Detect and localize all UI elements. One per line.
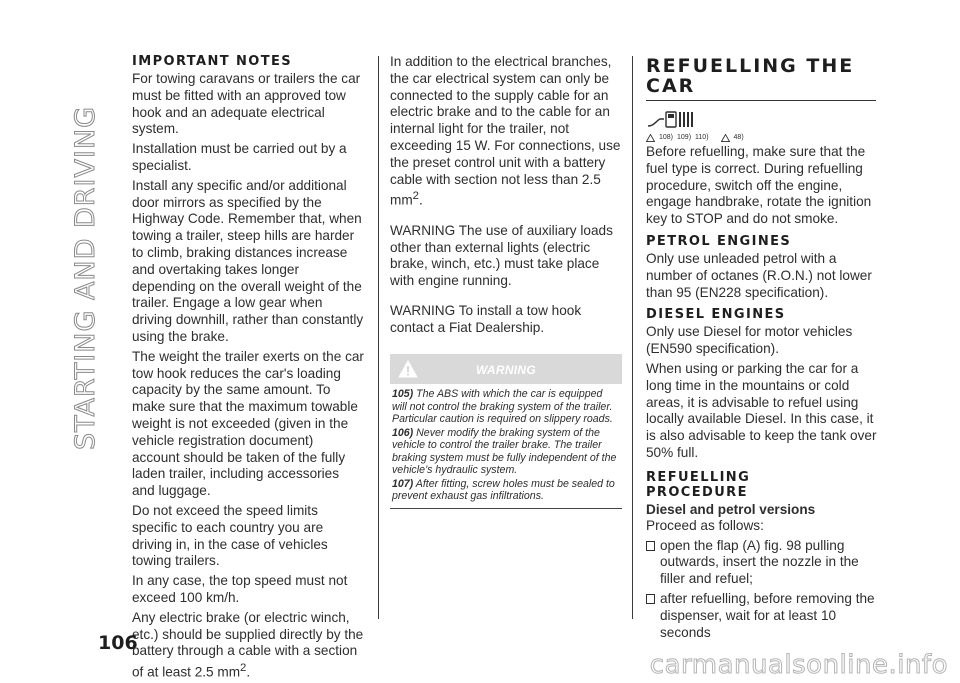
warning-item-number: 105)	[392, 388, 414, 401]
paragraph: The weight the trailer exerts on the car tow hook reduces the car's loading capacity by the same amount. To make sure that the maximum towable weight is not exceeded (given in the vehicle registration document) account should be taken of the fully laden trailer, including accessories and luggage.	[132, 348, 364, 499]
refuelling-intro: Before refuelling, make sure that the fuel type is correct. During refuelling procedure, switch off the engine, engage handbrake, rotate the ignition key to STOP and do not smoke.	[646, 144, 872, 227]
reference-number: 48)	[733, 134, 744, 141]
warning-auxiliary-loads: WARNING The use of auxiliary loads other than external lights (electric brake, winch, etc.) must take place with engine running.	[390, 222, 613, 289]
reference-number: 108)	[659, 134, 674, 141]
warning-item	[392, 427, 620, 477]
warning-item	[392, 478, 620, 503]
column-divider	[632, 56, 633, 619]
warning-item-text: The ABS with which the car is equipped will not control the braking system of the trailer. Particular caution is required on slippery roads.	[392, 388, 613, 426]
warning-tow-hook: WARNING To install a tow hook contact a Fiat Dealership.	[390, 302, 582, 335]
diesel-text: When using or parking the car for a long time in the mountains or cold areas, it is advisable to refuel using locally available Diesel. In this case, it is also advisable to keep the tank over 50% full.	[646, 360, 877, 460]
diesel-text: Only use Diesel for motor vehicles (EN590 specification).	[646, 324, 853, 357]
petrol-text: Only use unleaded petrol with a number of octanes (R.O.N.) not lower than 95 (EN228 specification).	[646, 250, 872, 300]
bullet-square-icon	[646, 541, 655, 551]
heading-refuelling-the-car: REFUELLING THE CAR	[646, 56, 876, 101]
warning-box-body	[390, 384, 622, 509]
paragraph: In any case, the top speed must not exceed 100 km/h.	[132, 573, 348, 605]
bullet-item	[646, 591, 878, 641]
paragraph-text: In addition to the electrical branches, the car electrical system can only be connected to the supply cable for an electric brake and to the cable for an internal light for the trailer, not exceeding 15 W. For connections, use the preset control unit with a battery cable with section not less than 2.5 mm	[390, 54, 621, 208]
reference-list	[646, 133, 878, 142]
paragraph-electric-brake	[132, 610, 364, 682]
warning-item-text: Never modify the braking system of the vehicle to control the trailer brake. The trailer braking system must be fully independent of the vehicle’s hydraulic system.	[392, 426, 617, 477]
warning-box	[390, 354, 622, 509]
superscript: 2	[240, 662, 247, 675]
bullet-text: open the flap (A) fig. 98 pulling outwards, insert the nozzle in the filler and refuel;	[660, 537, 859, 587]
warning-box-title: WARNING	[475, 363, 537, 378]
heading-refuelling-procedure: REFUELLING PROCEDURE	[646, 469, 751, 500]
warning-item-number: 107)	[392, 477, 414, 490]
heading-petrol-engines: PETROL ENGINES	[646, 233, 792, 249]
fuel-pump-icon	[646, 107, 878, 129]
warning-triangle-icon	[646, 134, 655, 142]
reference-number: 109)	[677, 134, 692, 141]
column-divider	[378, 56, 379, 619]
bullet-text: after refuelling, before removing the dispenser, wait for at least 10 seconds	[660, 590, 875, 640]
column-refuelling	[646, 54, 878, 644]
period: .	[418, 192, 423, 208]
procedure-subheading: Diesel and petrol versions	[646, 501, 816, 517]
superscript: 2	[412, 190, 419, 203]
paragraph: Install any specific and/or additional door mirrors as specified by the Highway Code. Remember that, when towing a trailer, steep hills are harder to climb, braking distances increase and overtaking takes longer depending on the overall weight of the trailer. Engage a low gear when driving downhill, rather than constantly using the brake.	[132, 177, 364, 344]
warning-item-number: 106)	[392, 426, 414, 439]
heading-diesel-engines: DIESEL ENGINES	[646, 307, 786, 323]
paragraph-electrical	[390, 54, 622, 210]
paragraph: Do not exceed the speed limits specific to each country you are driving in, in the case of vehicles towing trailers.	[132, 502, 328, 569]
reference-number: 110)	[695, 134, 709, 141]
period: .	[246, 664, 251, 680]
paragraph: Installation must be carried out by a specialist.	[132, 141, 347, 173]
warning-item-text: After fitting, screw holes must be sealed to prevent exhaust gas infiltrations.	[392, 477, 615, 503]
paragraph: For towing caravans or trailers the car must be fitted with an approved tow hook and an adequate electrical system.	[132, 71, 361, 137]
bullet-item	[646, 538, 878, 588]
column-important-notes	[132, 54, 364, 683]
column-electrical	[390, 54, 622, 509]
warning-item	[392, 388, 620, 426]
section-title: STARTING AND DRIVING	[70, 105, 101, 450]
watermark: carmanualsonline.info	[649, 650, 948, 680]
caution-icon	[721, 134, 730, 142]
heading-important-notes: IMPORTANT NOTES	[132, 54, 293, 69]
page-number: 106	[98, 632, 138, 654]
bullet-square-icon	[646, 594, 655, 604]
procedure-intro: Proceed as follows:	[646, 517, 764, 533]
paragraph-text: Any electric brake (or electric winch, etc.) should be supplied directly by the battery through a cable with a section of at least 2.5 mm	[132, 609, 364, 680]
warning-box-header	[390, 354, 622, 384]
